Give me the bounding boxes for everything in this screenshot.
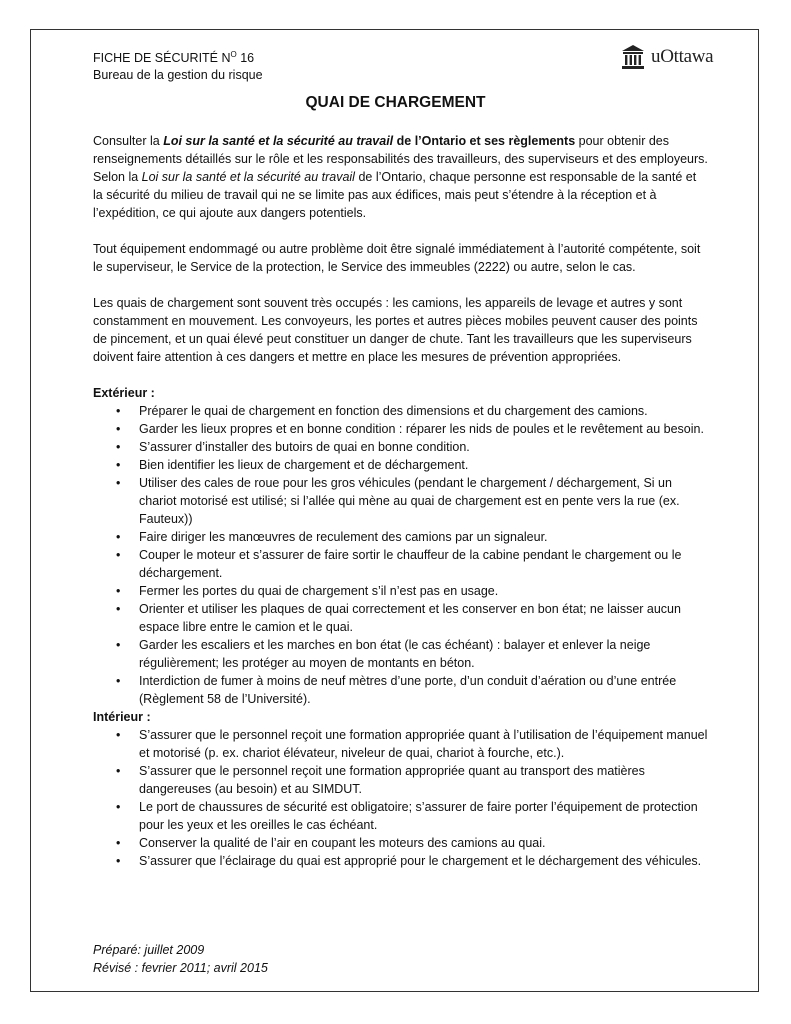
section-heading-interieur: Intérieur : [93,710,151,724]
intro-paragraph-3: Les quais de chargement sont souvent très occupés : les camions, les appareils de levage et autres y sont constamment en mouvement. Les convoyeurs, les portes et autres pièces mobiles peuvent causer des points de pincement, et un quai élevé peut constituer un danger de chute. Tant les travailleurs que les superviseurs doivent faire attention à ces dangers et mettre en place les mesures de prévention appropriées. [93,296,698,364]
document-body [93,132,708,870]
list-item: • Préparer le quai de chargement en fonction des dimensions et du chargement des camions. [93,402,708,420]
list-item: • Fermer les portes du quai de chargement s’il n’est pas en usage. [93,582,708,600]
revised-date: Révisé : fevrier 2011; avril 2015 [93,961,268,975]
uottawa-logo [621,44,713,70]
section-heading-exterieur: Extérieur : [93,386,155,400]
list-item: • Conserver la qualité de l’air en coupant les moteurs des camions au quai. [93,834,708,852]
fiche-number: FICHE DE SÉCURITÉ $N^O$ 16 [93,50,255,66]
list-item: • S’assurer que le personnel reçoit une formation appropriée quant au transport des matières dangereuses (au besoin) et au SIMDUT. [93,762,708,798]
list-item: • Interdiction de fumer à moins de neuf mètres d’une porte, d’un conduit d’aération ou d’une entrée (Règlement 58 de l’Université). [93,672,708,708]
list-item: • Faire diriger les manœuvres de reculement des camions par un signaleur. [93,528,708,546]
prepared-date: Préparé: juillet 2009 [93,943,205,957]
list-item: • S’assurer que le personnel reçoit une formation appropriée quant à l’utilisation de l’équipement manuel et motorisé (p. ex. chariot élévateur, niveleur de quai, chariot à fourche, etc.). [93,726,708,762]
list-item: • Orienter et utiliser les plaques de quai correctement et les conserver en bon état; ne laisser aucun espace libre entre le camion et le quai. [93,600,708,636]
list-item: • Bien identifier les lieux de chargement et de déchargement. [93,456,708,474]
list-item: • S’assurer que l’éclairage du quai est approprié pour le chargement et le déchargement des véhicules. [93,852,708,870]
exterieur-list [93,402,708,708]
interieur-list [93,726,708,870]
logo-wordmark: uOttawa [651,46,714,67]
list-item: • Couper le moteur et s’assurer de faire sortir le chauffeur de la cabine pendant le chargement ou le déchargement. [93,546,708,582]
list-item: • Garder les escaliers et les marches en bon état (le cas échéant) : balayer et enlever la neige régulièrement; les protéger au moyen de montants en béton. [93,636,708,672]
intro-paragraph-1: Consulter la Loi sur la santé et la sécurité au travail de l’Ontario et ses règlements pour obtenir des renseignements détaillés sur le rôle et les responsabilités des travailleurs, des superviseurs et des employeurs. Selon la Loi sur la santé et la sécurité au travail de l’Ontario, chaque personne est responsable de la santé et la sécurité du milieu de travail qui ne se limite pas aux édifices, mais peut s’étendre à la réception et à l’expédition, ce qui ajoute aux dangers potentiels. [93,134,708,220]
bureau-name: Bureau de la gestion du risque [93,68,263,83]
page-title: QUAI DE CHARGEMENT [305,94,486,111]
list-item: • S’assurer d’installer des butoirs de quai en bonne condition. [93,438,708,456]
document-footer [93,941,268,977]
list-item: • Le port de chaussures de sécurité est obligatoire; s’assurer de faire porter l’équipement de protection pour les yeux et les oreilles le cas échéant. [93,798,708,834]
list-item: • Garder les lieux propres et en bonne condition : réparer les nids de poules et le revêtement au besoin. [93,420,708,438]
list-item: • Utiliser des cales de roue pour les gros véhicules (pendant le chargement / déchargement, Si un chariot motorisé est utilisé; si l’allée qui mène au quai de chargement est en pente vers la rue (ex. Fauteux)) [93,474,708,528]
university-building-icon [621,44,645,70]
document-header [93,46,263,84]
intro-paragraph-2: Tout équipement endommagé ou autre problème doit être signalé immédiatement à l’autorité compétente, soit le superviseur, le Service de la protection, le Service des immeubles (2222) ou autre, selon le cas. [93,242,701,274]
